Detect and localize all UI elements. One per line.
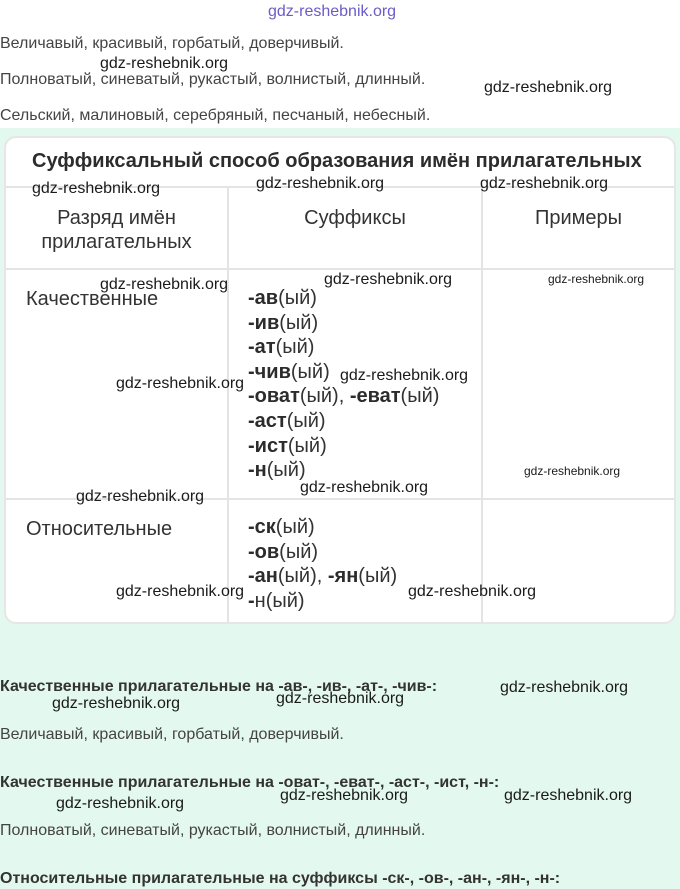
suffix-item: -ов(ый) xyxy=(248,540,319,563)
watermark: gdz-reshebnik.org xyxy=(32,180,161,197)
section-heading-2: Качественные прилагательные на -оват-, -еват-, -аст-, -ист, -н-: xyxy=(0,774,500,791)
top-line-3: Сельский, малиновый, серебряный, песчаный, небесный. xyxy=(0,107,431,124)
header-category-line: Разряд имён xyxy=(57,207,176,229)
row-category-qualitative: Качественные xyxy=(26,288,159,310)
watermark: gdz-reshebnik.org xyxy=(408,583,537,600)
suffix-item: -н(ый) xyxy=(248,589,305,612)
watermark: gdz-reshebnik.org xyxy=(480,175,609,192)
top-line-2: Полноватый, синеватый, рукастый, волнистый, длинный. xyxy=(0,71,426,88)
suffix-item: -ан(ый), -ян(ый) xyxy=(248,565,398,588)
watermark: gdz-reshebnik.org xyxy=(300,479,429,496)
watermark: gdz-reshebnik.org xyxy=(280,787,409,804)
top-line-1: Величавый, красивый, горбатый, доверчивый. xyxy=(0,35,344,52)
watermark: gdz-reshebnik.org xyxy=(256,175,385,192)
suffix-item: -ист(ый) xyxy=(248,434,327,457)
section-heading-1: Качественные прилагательные на -ав-, -ив-, -ат-, -чив-: xyxy=(0,678,438,695)
watermark: gdz-reshebnik.org xyxy=(340,367,469,384)
table-title: Суффиксальный способ образования имён прилагательных xyxy=(32,150,642,172)
watermark: gdz-reshebnik.org xyxy=(504,787,633,804)
suffix-list-relative xyxy=(248,515,397,613)
watermark: gdz-reshebnik.org xyxy=(268,3,397,20)
suffix-item: -ат(ый) xyxy=(248,336,315,359)
watermark: gdz-reshebnik.org xyxy=(324,271,453,288)
suffix-item: -ск(ый) xyxy=(248,516,315,538)
table-divider xyxy=(481,186,483,622)
watermark: gdz-reshebnik.org xyxy=(100,55,229,72)
row-category-relative: Относительные xyxy=(26,518,173,540)
watermark: gdz-reshebnik.org xyxy=(52,695,181,712)
watermark: gdz-reshebnik.org xyxy=(56,795,185,812)
section-text-2: Полноватый, синеватый, рукастый, волнистый, длинный. xyxy=(0,822,426,839)
watermark: gdz-reshebnik.org xyxy=(116,375,245,392)
header-category-line: прилагательных xyxy=(41,231,192,253)
watermark: gdz-reshebnik.org xyxy=(484,79,613,96)
table-divider xyxy=(227,186,229,622)
watermark: gdz-reshebnik.org xyxy=(524,464,621,478)
suffix-item: -н(ый) xyxy=(248,459,306,482)
suffix-item: -аст(ый) xyxy=(248,409,326,432)
header-suffixes: Суффиксы xyxy=(304,207,406,229)
suffix-item: -ав(ый) xyxy=(248,287,317,309)
section-heading-3: Относительные прилагательные на суффиксы -ск-, -ов-, -ан-, -ян-, -н-: xyxy=(0,870,561,887)
watermark: gdz-reshebnik.org xyxy=(100,276,229,293)
suffix-item: -ив(ый) xyxy=(248,311,319,334)
header-category xyxy=(6,206,227,254)
watermark: gdz-reshebnik.org xyxy=(76,488,205,505)
table-divider xyxy=(6,268,674,270)
header-examples: Примеры xyxy=(534,207,623,229)
suffix-item: -оват(ый), -еват(ый) xyxy=(248,385,440,408)
watermark: gdz-reshebnik.org xyxy=(500,679,629,696)
watermark: gdz-reshebnik.org xyxy=(276,690,405,707)
watermark: gdz-reshebnik.org xyxy=(116,583,245,600)
suffix-item: -чив(ый) xyxy=(248,360,330,383)
watermark: gdz-reshebnik.org xyxy=(548,272,645,286)
section-text-1: Величавый, красивый, горбатый, доверчивый. xyxy=(0,726,344,743)
